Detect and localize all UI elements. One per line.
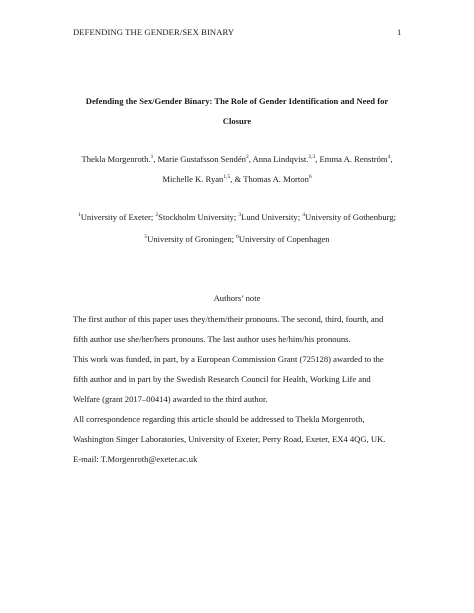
paper-title-line-1: Defending the Sex/Gender Binary: The Role of Gender Identification and Need for [85,96,389,106]
author-name: Marie Gustafsson Sendén [157,154,246,164]
author-name: Thekla Morgenroth. [81,154,151,164]
author-affiliation-mark: 1 [150,154,154,161]
author-affiliation-mark: 2 [245,154,249,161]
author-affiliation-mark: 4 [387,154,391,161]
author-list-line-1 [40,154,434,165]
affiliation-name: University of Gothenburg; [305,212,397,222]
author-name: Emma A. Renström [319,154,388,164]
affiliation-line-2 [40,234,434,245]
running-head: DEFENDING THE GENDER/SEX BINARY [73,27,235,37]
author-name: Anna Lindqvist. [252,154,309,164]
author-separator: , [153,154,158,164]
affiliation-mark: 2 [155,212,159,219]
authors-note-line: This work was funded, in part, by a European Commission Grant (725128) awarded to the [73,354,384,364]
affiliation-mark: 6 [236,234,239,241]
author-separator: , & [230,174,244,184]
page-number: 1 [397,27,402,37]
author-separator: , [315,154,320,164]
authors-note-line: fifth author and in part by the Swedish Research Council for Health, Working Life and [73,374,371,384]
affiliation-name: University of Copenhagen [238,234,330,244]
author-affiliation-mark: 1,5 [223,174,231,181]
author-list-line-2 [40,174,434,185]
author-separator: , [248,154,253,164]
authors-note-line: All correspondence regarding this article should be addressed to Thekla Morgenroth, [73,414,365,424]
authors-note-line: The first author of this paper uses they/them/their pronouns. The second, third, fourth, and [73,314,384,324]
affiliation-mark: 1 [77,212,81,219]
author-name: Thomas A. Morton [243,174,309,184]
author-affiliation-mark: 6 [308,174,312,181]
authors-note-line: fifth author use she/her/hers pronouns. The last author uses he/him/his pronouns. [73,334,351,344]
author-separator: , [390,154,393,164]
affiliation-mark: 5 [144,234,148,241]
affiliation-mark: 4 [302,212,305,219]
authors-note-line: Welfare (grant 2017–00414) awarded to the third author. [73,394,268,404]
affiliation-name: Stockholm University; [158,212,239,222]
affiliation-name: University of Exeter; [80,212,156,222]
paper-title-line-2: Closure [222,116,252,126]
authors-note-line: Washington Singer Laboratories, University of Exeter, Perry Road, Exeter, EX4 4QG, UK. [73,434,386,444]
author-affiliation-mark: 2,3 [308,154,316,161]
author-name: Michelle K. Ryan [162,174,224,184]
affiliation-mark: 3 [238,212,242,219]
contact-email: E-mail: T.Morgenroth@exeter.ac.uk [73,454,198,464]
affiliation-line-1 [40,212,434,223]
authors-note-heading: Authors’ note [213,293,261,303]
affiliation-name: Lund University; [241,212,303,222]
affiliation-name: University of Groningen; [147,234,237,244]
